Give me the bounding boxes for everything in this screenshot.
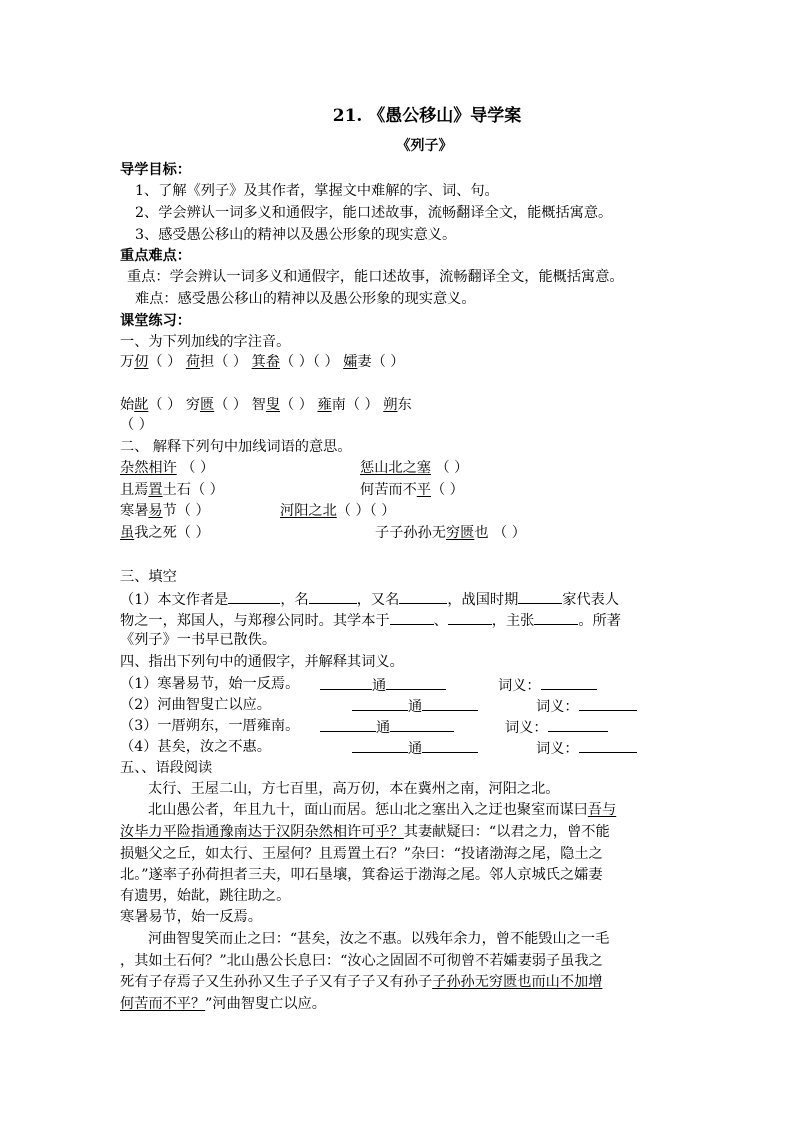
tongjia-blanks: 通 [352, 695, 478, 717]
passage-line: 损魁父之丘，如太行、王屋何？且焉置土石？”杂曰：“投诸渤海之尾，隐土之 [120, 846, 603, 862]
tongjia-item: （1）寒暑易节，始一反焉。 [120, 676, 300, 692]
goals-heading: 导学目标： [120, 162, 191, 178]
goal-item: 1、了解《列子》及其作者，掌握文中难解的字、词、句。 [135, 183, 499, 199]
fill-blank[interactable] [309, 588, 357, 604]
tongjia-ciyi: 词义： [536, 695, 637, 717]
underlined-char: 仞 [134, 354, 149, 370]
fill-blank[interactable] [448, 609, 492, 625]
practice-heading: 课堂练习： [120, 313, 191, 329]
meaning-row: 何苦而不平（ ） [360, 482, 464, 498]
tongjia-item: （2）河曲智叟亡以应。 [120, 697, 271, 713]
tongjia-ciyi: 词义： [536, 737, 637, 759]
tongjia-item: （3）一厝朔东，一厝雍南。 [120, 718, 300, 734]
underlined-char: 箕畚 [251, 354, 281, 370]
passage-line: 太行、王屋二山，方七百里，高万仞，本在冀州之南，河阳之北。 [148, 781, 560, 797]
pinyin-row-3: （ ） [120, 417, 153, 433]
tongjia-item: （4）甚矣，汝之不惠。 [120, 739, 271, 755]
meaning-row: 河阳之北（ ）（ ） [280, 503, 396, 519]
goal-item: 2、学会辨认一词多义和通假字，能口述故事，流畅翻译全文，能概括寓意。 [135, 205, 613, 221]
section2-heading: 二、 解释下列句中加线词语的意思。 [120, 439, 352, 455]
underlined-char: 孀 [343, 354, 358, 370]
fill-blank[interactable] [228, 588, 280, 604]
passage-line: 河曲智叟笑而止之曰：“甚矣，汝之不惠。以残年余力，曾不能毁山之一毛 [148, 931, 610, 947]
page-title: 21. 《愚公移山》导学案 [332, 106, 522, 126]
keypoint-nan: 难点：感受愚公移山的精神以及愚公形象的现实意义。 [135, 291, 476, 307]
passage-line: ，其如土石何？”北山愚公长息曰：“汝心之固固不可彻曾不若孀妻弱子虽我之 [120, 953, 603, 969]
keypoint-zhong: 重点：学会辨认一词多义和通假字，能口述故事，流畅翻译全文，能概括寓意。 [127, 269, 624, 285]
passage-line: 北。”遂率子孙荷担者三夫，叩石垦壤，箕畚运于渤海之尾。邻人京城氏之孀妻 [120, 867, 603, 883]
underlined-char: 匮 [200, 397, 215, 413]
underlined-char: 叟 [265, 397, 281, 413]
meaning-row: 惩山北之塞 （ ） [360, 460, 469, 476]
passage-line: 汝毕力平险指通豫南达于汉阴杂然相许可乎？其妻献疑曰：“以君之力，曾不能 [120, 824, 610, 840]
passage-line: 死有子存焉子又生孙孙又生子子又有子子又有孙子子孙孙无穷匮也而山不加增 [120, 974, 603, 990]
goal-item: 3、感受愚公移山的精神以及愚公形象的现实意义。 [135, 227, 457, 243]
fill-blank[interactable] [399, 588, 447, 604]
keypoints-heading: 重点难点： [120, 248, 191, 264]
section4-heading: 四、指出下列句中的通假字，并解释其词义。 [120, 654, 404, 670]
fill-line-2: 物之一，郑国人，与郑穆公同时。其学本于 、 ，主张 。所著 [120, 609, 621, 631]
passage-line: 何苦而不平？”河曲智叟亡以应。 [120, 996, 326, 1012]
tongjia-blanks: 通 [352, 737, 478, 759]
page-subtitle: 《列子》 [396, 138, 453, 154]
underlined-char: 龀 [134, 397, 149, 413]
fill-line-1: （1）本文作者是 ，名 ，又名 ，战国时期 家代表人 [120, 588, 619, 610]
fill-line-3: 《列子》一书早已散佚。 [120, 632, 277, 648]
meaning-row: 子子孙孙无穷匮也 （ ） [375, 525, 526, 541]
tongjia-blanks: 通 [320, 674, 446, 696]
pinyin-row-2: 始龀（ ） 穷匮（ ） 智叟（ ） 雍南（ ） 朔东 [120, 397, 412, 413]
meaning-row: 杂然相许 （ ） [120, 460, 215, 476]
meaning-row: 寒暑易节（ ） [120, 503, 210, 519]
tongjia-ciyi: 词义： [498, 674, 597, 696]
underlined-char: 朔 [383, 397, 398, 413]
underlined-char: 雍 [317, 397, 332, 413]
fill-blank[interactable] [534, 609, 578, 625]
fill-blank[interactable] [390, 609, 434, 625]
passage-line: 寒暑易节，始一反焉。 [120, 909, 262, 925]
passage-line: 北山愚公者，年且九十，面山而居。惩山北之塞出入之迂也聚室而谋曰吾与 [148, 802, 617, 818]
fill-blank[interactable] [518, 588, 562, 604]
meaning-row: 且焉置土石（ ） [120, 482, 224, 498]
tongjia-ciyi: 词义： [505, 716, 608, 738]
section5-heading: 五、、语段阅读 [120, 760, 213, 776]
underlined-char: 荷 [185, 354, 201, 370]
passage-line: 有遗男，始龀，跳往助之。 [120, 888, 291, 904]
pinyin-row-1: 万仞（ ） 荷担（ ） 箕畚（ ）（ ） 孀妻（ ） [120, 354, 405, 370]
section3-heading: 三、填空 [120, 569, 177, 585]
tongjia-blanks: 通 [320, 716, 454, 738]
section1-heading: 一、为下列加线的字注音。 [120, 334, 291, 350]
meaning-row: 虽我之死（ ） [120, 525, 210, 541]
